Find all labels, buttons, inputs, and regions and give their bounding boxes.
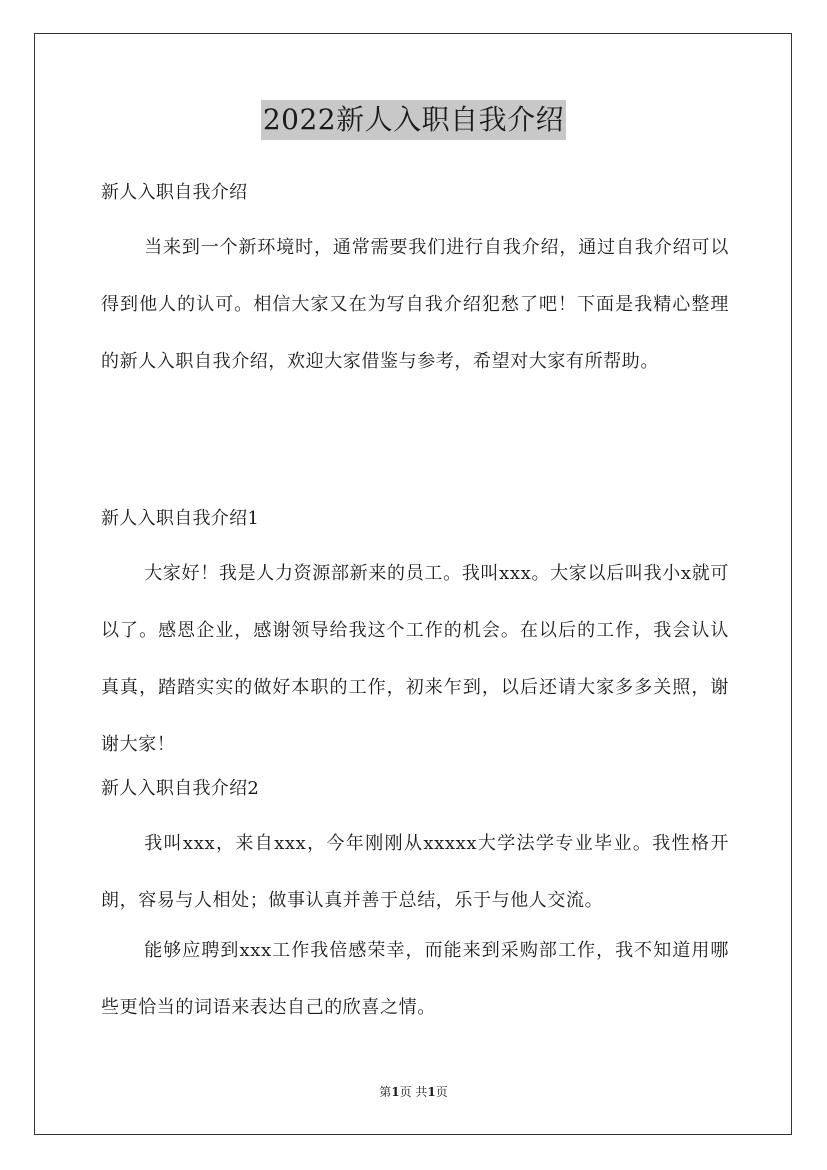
section-2-paragraph-1: 我叫xxx，来自xxx，今年刚刚从xxxxx大学法学专业毕业。我性格开朗，容易与人相处；做事认真并善于总结，乐于与他人交流。 (101, 833, 729, 911)
document-title: 2022新人入职自我介绍 (261, 100, 566, 140)
footer-page-current: 1 (391, 1085, 400, 1099)
section-heading-intro: 新人入职自我介绍 (101, 182, 248, 203)
section-heading-1: 新人入职自我介绍1 (101, 508, 260, 529)
footer-page-prefix: 第 (379, 1085, 392, 1099)
section-1-paragraph: 大家好！我是人力资源部新来的员工。我叫xxx。大家以后叫我小x就可以了。感恩企业，感谢领导给我这个工作的机会。在以后的工作，我会认认真真，踏踏实实的做好本职的工作，初来乍到，以后还请大家多多关照，谢谢大家！ (101, 563, 729, 755)
section-2-paragraph-2: 能够应聘到xxx工作我倍感荣幸，而能来到采购部工作，我不知道用哪些更恰当的词语来表达自己的欣喜之情。 (101, 940, 729, 1018)
footer-page-total: 1 (427, 1085, 436, 1099)
footer-page-mid: 页 共 (399, 1085, 428, 1099)
footer-page-suffix: 页 (435, 1085, 448, 1099)
intro-paragraph: 当来到一个新环境时，通常需要我们进行自我介绍，通过自我介绍可以得到他人的认可。相信大家又在为写自我介绍犯愁了吧！下面是我精心整理的新人入职自我介绍，欢迎大家借鉴与参考，希望对大家有所帮助。 (101, 237, 729, 372)
page-footer (0, 1083, 827, 1101)
section-heading-2: 新人入职自我介绍2 (101, 778, 260, 799)
title-container (0, 100, 827, 140)
